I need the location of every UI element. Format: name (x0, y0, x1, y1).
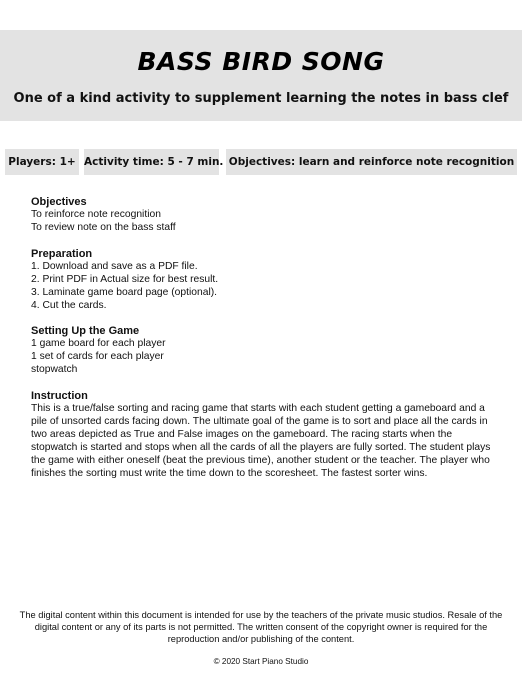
objectives-line: To review note on the bass staff (31, 221, 176, 233)
instruction-section (31, 390, 493, 480)
preparation-section (31, 248, 493, 313)
instruction-heading: Instruction (31, 390, 88, 403)
players-badge: Players: 1+ (5, 149, 79, 175)
objectives-section (31, 196, 493, 235)
content-body (31, 196, 493, 494)
preparation-step: 2. Print PDF in Actual size for best result. (31, 273, 219, 285)
instruction-text: This is a true/false sorting and racing game that starts with each student getting a gameboard and a pile of unsorted cards facing down. The ultimate goal of the game is to sort and place all the cards in two areas depicted as True and False images on the gameboard. The racing starts when the stopwatch is started and stops when all the cards of all the players are fully sorted. The student plays the game with either oneself (beat the previous time), another student or the teacher. The player who finishes the sorting must write the time down to the scoresheet. The fastest sorter wins. (31, 403, 491, 479)
preparation-step: 1. Download and save as a PDF file. (31, 260, 198, 272)
header-banner (0, 30, 522, 121)
activity-time-badge: Activity time: 5 - 7 min. (84, 149, 219, 175)
objectives-heading: Objectives (31, 196, 87, 208)
copyright-text: © 2020 Start Piano Studio (213, 657, 309, 666)
setup-heading: Setting Up the Game (31, 325, 140, 338)
info-bar (0, 149, 522, 175)
preparation-heading: Preparation (31, 247, 93, 260)
setup-item: stopwatch (31, 364, 78, 376)
preparation-step: 3. Laminate game board page (optional). (31, 286, 218, 298)
setup-section (31, 325, 493, 377)
setup-item: 1 set of cards for each player (31, 351, 164, 363)
objectives-line: To reinforce note recognition (31, 209, 161, 220)
disclaimer-text: The digital content within this document is intended for use by the teachers of the private music studios. Resale of the digital content or any of its parts is not permitted. The written consent of the copyright owner is required for the reproduction and/or publishing of the content. (19, 610, 503, 644)
preparation-step: 4. Cut the cards. (31, 299, 107, 311)
page-title: BASS BIRD SONG (137, 47, 385, 76)
setup-item: 1 game board for each player (31, 338, 166, 350)
objectives-badge: Objectives: learn and reinforce note recognition (226, 149, 517, 175)
page-subtitle: One of a kind activity to supplement learning the notes in bass clef (13, 91, 509, 106)
